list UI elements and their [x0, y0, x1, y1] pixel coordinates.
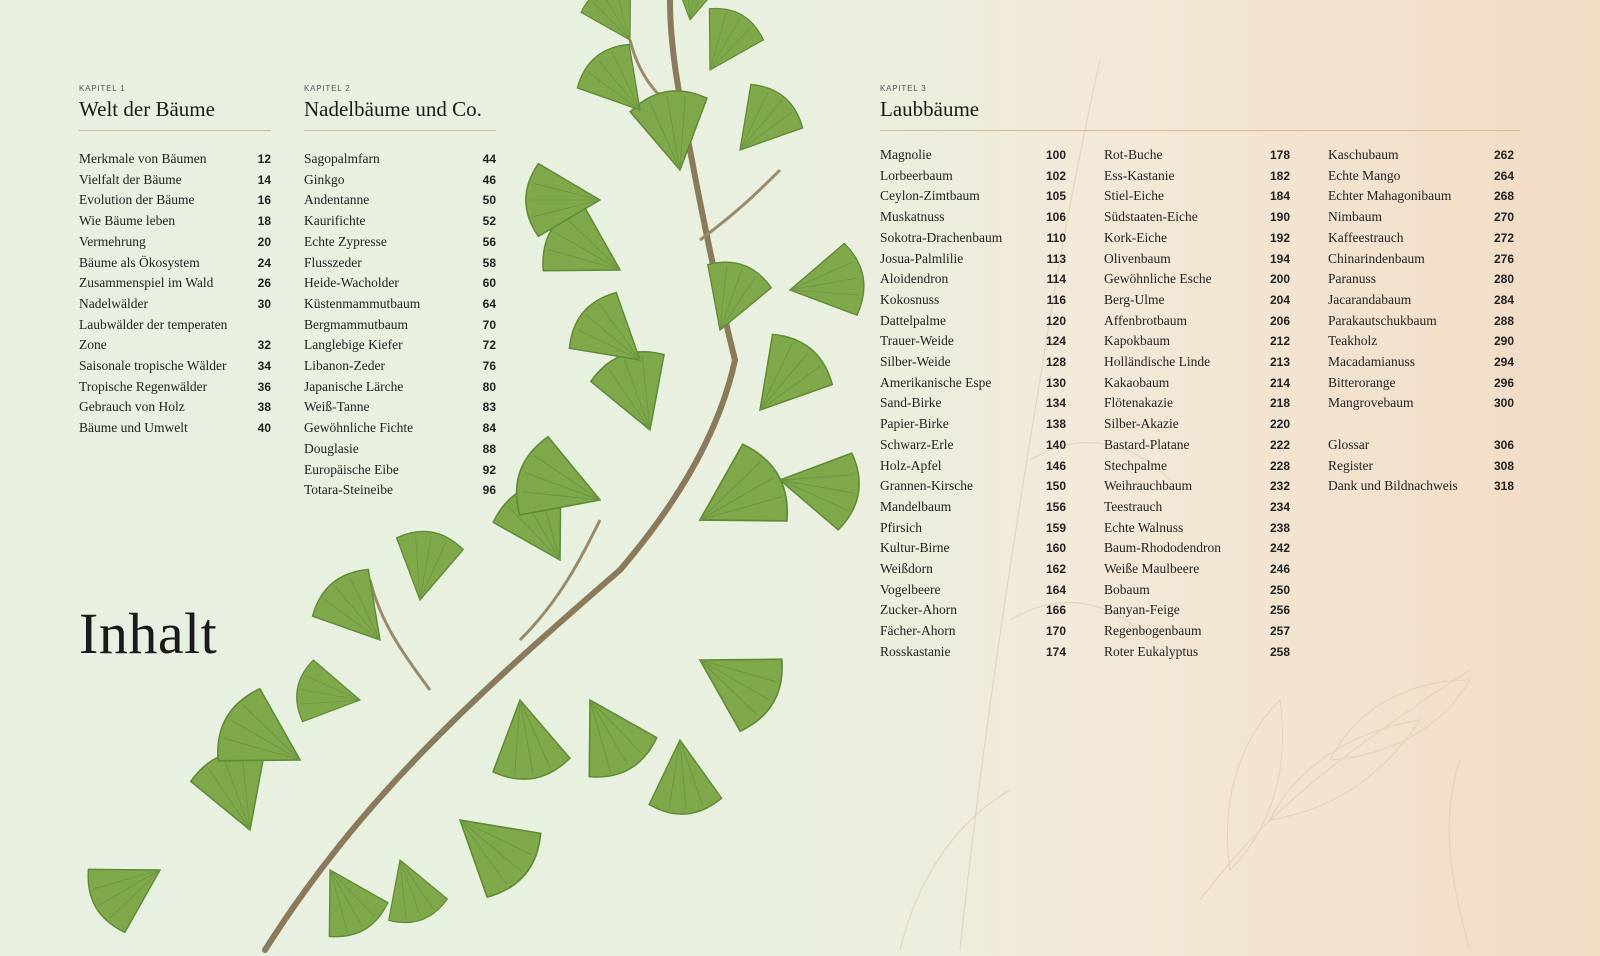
toc-entry[interactable]: Holländische Linde 213: [1104, 354, 1290, 370]
toc-entry[interactable]: Tropische Regenwälder 36: [79, 378, 271, 394]
toc-entry[interactable]: Echte Walnuss 238: [1104, 519, 1290, 535]
toc-entry[interactable]: Bitterorange 296: [1328, 374, 1514, 390]
toc-entry[interactable]: Kaschubaum 262: [1328, 147, 1514, 162]
toc-entry[interactable]: Sand-Birke 134: [880, 395, 1066, 411]
toc-list-col-2: [1104, 145, 1290, 663]
toc-entry[interactable]: Weihrauchbaum 232: [1104, 478, 1290, 494]
toc-entry[interactable]: Fächer-Ahorn 170: [880, 623, 1066, 639]
toc-entry[interactable]: Teestrauch 234: [1104, 498, 1290, 514]
toc-entry[interactable]: Lorbeerbaum 102: [880, 167, 1066, 183]
chapter-2: [304, 84, 496, 501]
toc-entry[interactable]: Trauer-Weide 124: [880, 333, 1066, 349]
toc-entry[interactable]: Gewöhnliche Fichte 84: [304, 420, 496, 436]
chapter-label: KAPITEL 1: [79, 84, 126, 93]
toc-entry[interactable]: Schwarz-Erle 140: [880, 436, 1066, 452]
chapter-title: Nadelbäume und Co.: [304, 97, 496, 131]
toc-entry[interactable]: Affenbrotbaum 206: [1104, 312, 1290, 328]
toc-entry[interactable]: Nimbaum 270: [1328, 209, 1514, 225]
chapter-label: KAPITEL 3: [880, 84, 927, 93]
toc-entry[interactable]: Libanon-Zeder 76: [304, 358, 496, 374]
chapter-title: Welt der Bäume: [79, 97, 271, 131]
toc-entry[interactable]: Evolution der Bäume 16: [79, 192, 271, 208]
toc-entry[interactable]: Echter Mahagonibaum 268: [1328, 188, 1514, 204]
toc-entry[interactable]: Roter Eukalyptus 258: [1104, 643, 1290, 659]
toc-entry[interactable]: Totara-Steineibe 96: [304, 482, 496, 498]
page-title: Inhalt: [79, 601, 218, 666]
toc-entry-register[interactable]: Register 308: [1328, 457, 1514, 473]
toc-entry[interactable]: Amerikanische Espe 130: [880, 374, 1066, 390]
toc-entry[interactable]: Kaurifichte 52: [304, 213, 496, 229]
toc-entry[interactable]: Bergmammutbaum 70: [304, 316, 496, 332]
chapter-1: [79, 84, 271, 439]
toc-entry[interactable]: Mandelbaum 156: [880, 498, 1066, 514]
toc-entry[interactable]: Echte Mango 264: [1328, 167, 1514, 183]
toc-entry[interactable]: Vermehrung 20: [79, 233, 271, 249]
toc-entry[interactable]: Stiel-Eiche 184: [1104, 188, 1290, 204]
toc-entry-glossar[interactable]: Glossar 306: [1328, 436, 1514, 452]
toc-entry[interactable]: Flötenakazie 218: [1104, 395, 1290, 411]
toc-entry[interactable]: Sagopalmfarn 44: [304, 151, 496, 166]
toc-entry[interactable]: Weiße Maulbeere 246: [1104, 561, 1290, 577]
toc-entry[interactable]: Kokosnuss 116: [880, 291, 1066, 307]
toc-entry[interactable]: Kork-Eiche 192: [1104, 229, 1290, 245]
toc-entry[interactable]: Rosskastanie 174: [880, 643, 1066, 659]
chapter-label: KAPITEL 2: [304, 84, 351, 93]
toc-entry[interactable]: Küstenmammutbaum 64: [304, 295, 496, 311]
toc-entry[interactable]: Dattelpalme 120: [880, 312, 1066, 328]
toc-list: [304, 149, 496, 501]
toc-entry[interactable]: Magnolie 100: [880, 147, 1066, 162]
toc-entry[interactable]: Berg-Ulme 204: [1104, 291, 1290, 307]
toc-entry[interactable]: Silber-Akazie 220: [1104, 416, 1290, 432]
toc-entry[interactable]: Douglasie 88: [304, 440, 496, 456]
toc-entry[interactable]: Ceylon-Zimtbaum 105: [880, 188, 1066, 204]
toc-entry[interactable]: Macadamianuss 294: [1328, 354, 1514, 370]
toc-entry[interactable]: Weiß-Tanne 83: [304, 399, 496, 415]
toc-entry[interactable]: Weißdorn 162: [880, 561, 1066, 577]
toc-entry[interactable]: Sokotra-Drachenbaum 110: [880, 229, 1066, 245]
toc-entry[interactable]: Europäische Eibe 92: [304, 461, 496, 477]
toc-entry[interactable]: Bastard-Platane 222: [1104, 436, 1290, 452]
toc-entry[interactable]: Parakautschukbaum 288: [1328, 312, 1514, 328]
toc-entry[interactable]: Stechpalme 228: [1104, 457, 1290, 473]
toc-entry[interactable]: Ess-Kastanie 182: [1104, 167, 1290, 183]
toc-entry[interactable]: Kakaobaum 214: [1104, 374, 1290, 390]
toc-entry[interactable]: Echte Zypresse 56: [304, 233, 496, 249]
toc-entry[interactable]: Teakholz 290: [1328, 333, 1514, 349]
toc-entry[interactable]: Holz-Apfel 146: [880, 457, 1066, 473]
toc-entry[interactable]: Vogelbeere 164: [880, 581, 1066, 597]
toc-entry[interactable]: Heide-Wacholder 60: [304, 275, 496, 291]
toc-entry[interactable]: Josua-Palmlilie 113: [880, 250, 1066, 266]
toc-entry[interactable]: Muskatnuss 106: [880, 209, 1066, 225]
toc-entry[interactable]: Wie Bäume leben 18: [79, 213, 271, 229]
toc-entry[interactable]: Chinarindenbaum 276: [1328, 250, 1514, 266]
toc-entry[interactable]: Bobaum 250: [1104, 581, 1290, 597]
toc-entry[interactable]: Merkmale von Bäumen 12: [79, 151, 271, 166]
toc-list-col-1: [880, 145, 1066, 663]
toc-entry[interactable]: Kapokbaum 212: [1104, 333, 1290, 349]
toc-entry[interactable]: Zucker-Ahorn 166: [880, 602, 1066, 618]
toc-entry[interactable]: Zusammenspiel im Wald 26: [79, 275, 271, 291]
toc-entry-credits[interactable]: Dank und Bildnachweis 318: [1328, 478, 1514, 494]
toc-entry[interactable]: Gebrauch von Holz 38: [79, 399, 271, 415]
toc-entry[interactable]: Vielfalt der Bäume 14: [79, 171, 271, 187]
toc-entry[interactable]: Silber-Weide 128: [880, 354, 1066, 370]
chapter-title: Laubbäume: [880, 97, 1520, 131]
toc-entry[interactable]: Gewöhnliche Esche 200: [1104, 271, 1290, 287]
toc-entry[interactable]: Saisonale tropische Wälder 34: [79, 358, 271, 374]
toc-entry[interactable]: Regenbogenbaum 257: [1104, 623, 1290, 639]
toc-entry[interactable]: Bäume und Umwelt 40: [79, 420, 271, 436]
toc-entry[interactable]: Langlebige Kiefer 72: [304, 337, 496, 353]
toc-entry[interactable]: Jacarandabaum 284: [1328, 291, 1514, 307]
toc-entry[interactable]: Laubwälder der temperaten Zone 32: [79, 316, 271, 353]
toc-entry[interactable]: Kaffeestrauch 272: [1328, 229, 1514, 245]
toc-entry[interactable]: Papier-Birke 138: [880, 416, 1066, 432]
toc-entry[interactable]: Paranuss 280: [1328, 271, 1514, 287]
toc-entry[interactable]: Pfirsich 159: [880, 519, 1066, 535]
toc-entry[interactable]: Rot-Buche 178: [1104, 147, 1290, 162]
toc-list: [79, 149, 271, 439]
toc-entry[interactable]: Ginkgo 46: [304, 171, 496, 187]
toc-entry[interactable]: Olivenbaum 194: [1104, 250, 1290, 266]
toc-entry[interactable]: Mangrovebaum 300: [1328, 395, 1514, 411]
toc-entry[interactable]: Flusszeder 58: [304, 254, 496, 270]
toc-entry[interactable]: Andentanne 50: [304, 192, 496, 208]
chapter-3: [880, 84, 1520, 149]
toc-entry[interactable]: Banyan-Feige 256: [1104, 602, 1290, 618]
toc-entry[interactable]: Bäume als Ökosystem 24: [79, 254, 271, 270]
toc-entry[interactable]: Grannen-Kirsche 150: [880, 478, 1066, 494]
toc-entry[interactable]: Nadelwälder 30: [79, 295, 271, 311]
toc-entry[interactable]: Aloidendron 114: [880, 271, 1066, 287]
toc-entry[interactable]: Japanische Lärche 80: [304, 378, 496, 394]
toc-entry[interactable]: Kultur-Birne 160: [880, 540, 1066, 556]
toc-entry[interactable]: Baum-Rhododendron 242: [1104, 540, 1290, 556]
toc-list-col-3: [1328, 145, 1514, 497]
toc-entry[interactable]: Südstaaten-Eiche 190: [1104, 209, 1290, 225]
